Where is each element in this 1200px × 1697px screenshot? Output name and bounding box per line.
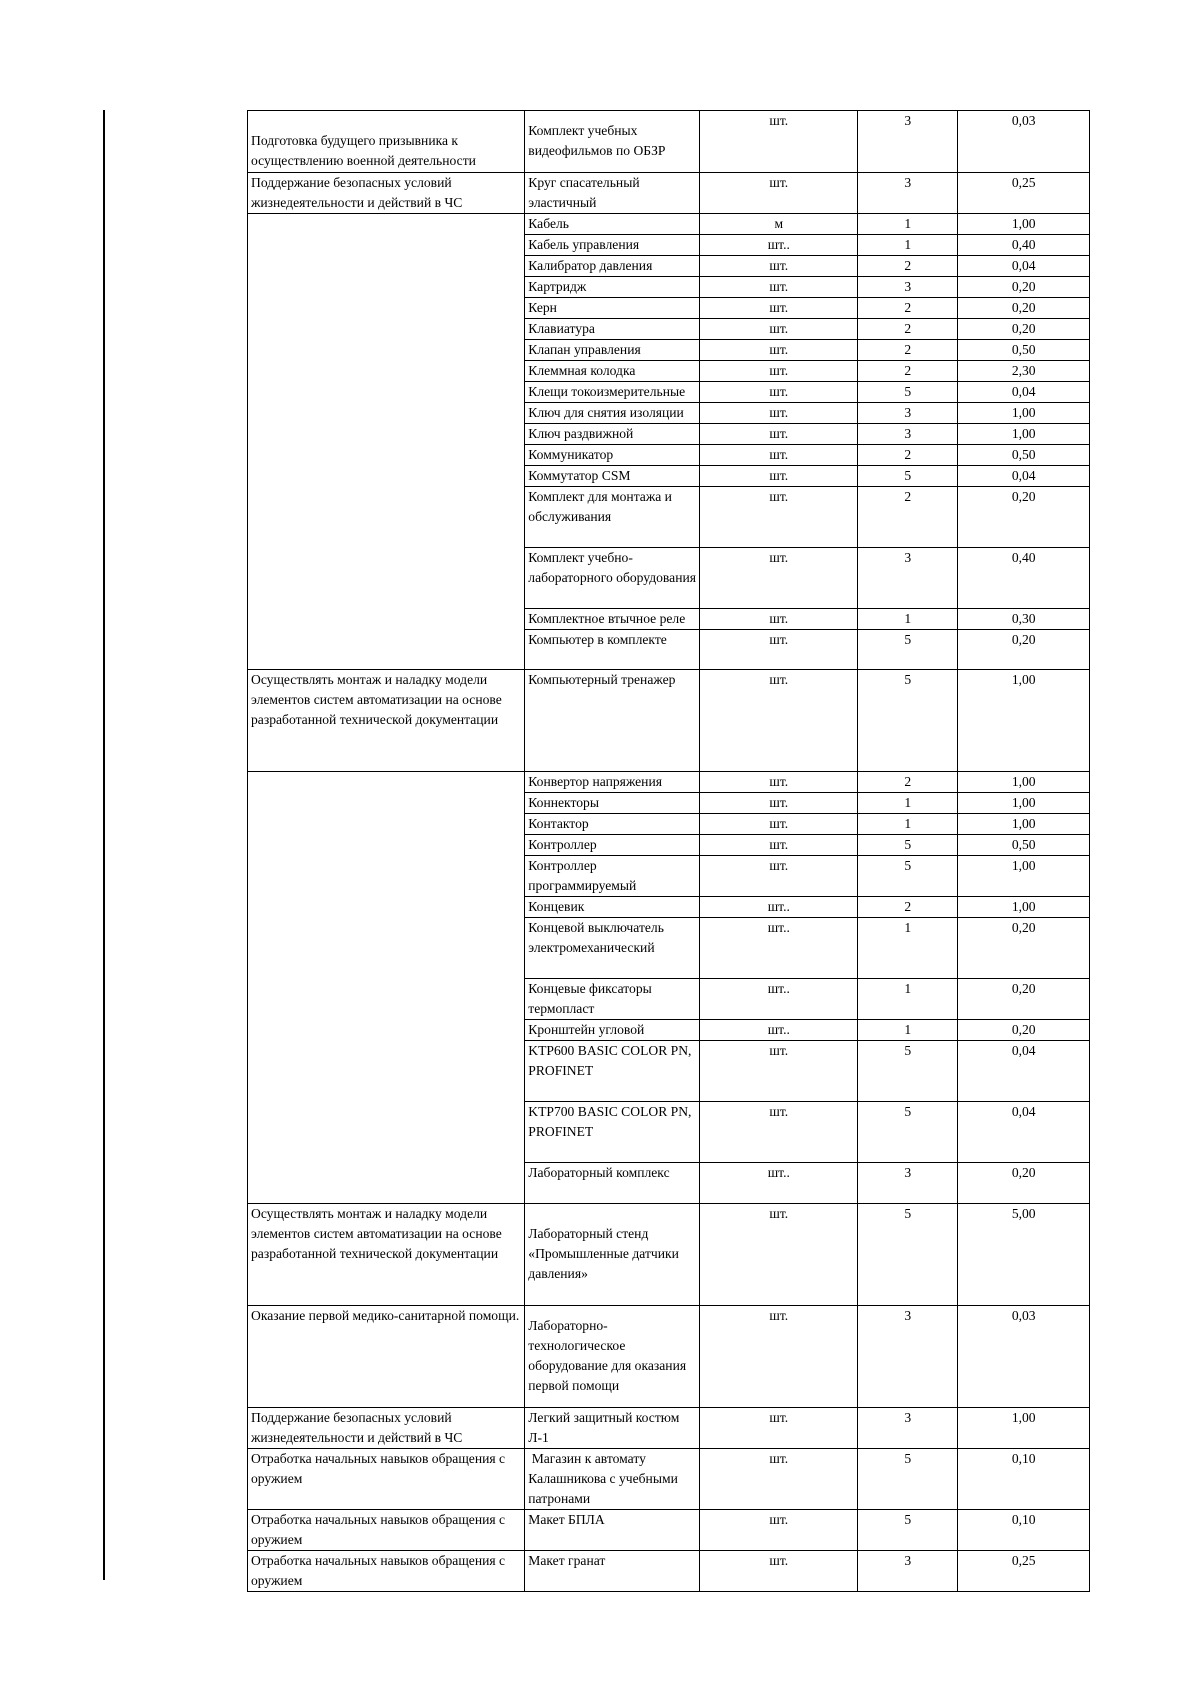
coef-cell: 0,25 [958, 1551, 1090, 1592]
unit-cell: м [700, 214, 858, 235]
unit-cell: шт. [700, 466, 858, 487]
qty-cell: 5 [858, 1102, 958, 1163]
item-cell: Лабораторный стенд «Промышленные датчики давления» [525, 1204, 700, 1306]
table-row [248, 214, 1090, 235]
coef-cell: 0,50 [958, 835, 1090, 856]
item-cell: Легкий защитный костюм Л-1 [525, 1408, 700, 1449]
item-cell: Керн [525, 298, 700, 319]
item-cell: Клещи токоизмерительные [525, 382, 700, 403]
qty-cell: 5 [858, 835, 958, 856]
unit-cell: шт. [700, 1449, 858, 1510]
unit-cell: шт. [700, 361, 858, 382]
qty-cell: 3 [858, 173, 958, 214]
equipment-table [247, 110, 1090, 1592]
table-row [248, 1449, 1090, 1510]
activity-cell: Поддержание безопасных условий жизнедеятельности и действий в ЧС [248, 1408, 525, 1449]
item-cell: Контактор [525, 814, 700, 835]
table-row [248, 1408, 1090, 1449]
item-cell: Концевые фиксаторы термопласт [525, 979, 700, 1020]
qty-cell: 3 [858, 403, 958, 424]
coef-cell: 1,00 [958, 897, 1090, 918]
unit-cell: шт. [700, 1408, 858, 1449]
item-cell: KTP600 BASIC COLOR PN, PROFINET [525, 1041, 700, 1102]
item-cell: Конвертор напряжения [525, 772, 700, 793]
unit-cell: шт. [700, 424, 858, 445]
qty-cell: 3 [858, 111, 958, 173]
item-cell: Коммутатор CSM [525, 466, 700, 487]
coef-cell: 0,20 [958, 918, 1090, 979]
coef-cell: 0,40 [958, 235, 1090, 256]
item-cell: Лабораторно-технологическое оборудование для оказания первой помощи [525, 1306, 700, 1408]
coef-cell: 0,03 [958, 1306, 1090, 1408]
item-cell: Комплектное втычное реле [525, 609, 700, 630]
unit-cell: шт. [700, 1041, 858, 1102]
unit-cell: шт. [700, 277, 858, 298]
qty-cell: 1 [858, 814, 958, 835]
qty-cell: 1 [858, 214, 958, 235]
item-cell: Ключ раздвижной [525, 424, 700, 445]
coef-cell: 0,30 [958, 609, 1090, 630]
coef-cell: 0,20 [958, 630, 1090, 670]
item-cell: Макет БПЛА [525, 1510, 700, 1551]
coef-cell: 0,04 [958, 1041, 1090, 1102]
table-row [248, 670, 1090, 772]
unit-cell: шт. [700, 856, 858, 897]
item-cell: Контроллер программируемый [525, 856, 700, 897]
unit-cell: шт. [700, 772, 858, 793]
table-row [248, 1510, 1090, 1551]
item-cell: Клеммная колодка [525, 361, 700, 382]
activity-cell [248, 214, 525, 670]
coef-cell: 0,20 [958, 277, 1090, 298]
coef-cell: 0,25 [958, 173, 1090, 214]
qty-cell: 5 [858, 1510, 958, 1551]
qty-cell: 3 [858, 1306, 958, 1408]
coef-cell: 0,04 [958, 466, 1090, 487]
item-cell: Комплект для монтажа и обслуживания [525, 487, 700, 548]
unit-cell: шт. [700, 670, 858, 772]
activity-cell: Отработка начальных навыков обращения с оружием [248, 1551, 525, 1592]
item-cell: KTP700 BASIC COLOR PN, PROFINET [525, 1102, 700, 1163]
table-row [248, 772, 1090, 793]
qty-cell: 1 [858, 235, 958, 256]
qty-cell: 1 [858, 979, 958, 1020]
qty-cell: 5 [858, 1204, 958, 1306]
activity-cell: Осуществлять монтаж и наладку модели элементов систем автоматизации на основе разработанной технической документации [248, 670, 525, 772]
qty-cell: 5 [858, 1041, 958, 1102]
item-cell: Калибратор давления [525, 256, 700, 277]
coef-cell: 1,00 [958, 856, 1090, 897]
unit-cell: шт. [700, 1306, 858, 1408]
coef-cell: 0,20 [958, 1020, 1090, 1041]
qty-cell: 3 [858, 424, 958, 445]
qty-cell: 3 [858, 1551, 958, 1592]
unit-cell: шт. [700, 1204, 858, 1306]
qty-cell: 2 [858, 256, 958, 277]
coef-cell: 2,30 [958, 361, 1090, 382]
table-row [248, 1204, 1090, 1306]
table-row [248, 173, 1090, 214]
item-cell: Кабель [525, 214, 700, 235]
unit-cell: шт. [700, 548, 858, 609]
coef-cell: 0,04 [958, 1102, 1090, 1163]
qty-cell: 2 [858, 340, 958, 361]
unit-cell: шт.. [700, 918, 858, 979]
activity-cell [248, 772, 525, 1204]
item-cell: Коннекторы [525, 793, 700, 814]
qty-cell: 3 [858, 1408, 958, 1449]
item-cell: Круг спасательный эластичный [525, 173, 700, 214]
unit-cell: шт.. [700, 1163, 858, 1204]
unit-cell: шт. [700, 111, 858, 173]
unit-cell: шт. [700, 630, 858, 670]
coef-cell: 0,20 [958, 487, 1090, 548]
unit-cell: шт.. [700, 235, 858, 256]
item-cell: Клавиатура [525, 319, 700, 340]
coef-cell: 0,10 [958, 1449, 1090, 1510]
qty-cell: 2 [858, 298, 958, 319]
qty-cell: 1 [858, 609, 958, 630]
unit-cell: шт.. [700, 897, 858, 918]
left-margin-line [103, 110, 105, 1580]
item-cell: Картридж [525, 277, 700, 298]
unit-cell: шт. [700, 1102, 858, 1163]
coef-cell: 0,20 [958, 979, 1090, 1020]
coef-cell: 0,10 [958, 1510, 1090, 1551]
coef-cell: 0,50 [958, 445, 1090, 466]
coef-cell: 0,20 [958, 298, 1090, 319]
coef-cell: 1,00 [958, 214, 1090, 235]
unit-cell: шт. [700, 256, 858, 277]
qty-cell: 1 [858, 793, 958, 814]
unit-cell: шт. [700, 814, 858, 835]
coef-cell: 1,00 [958, 424, 1090, 445]
activity-cell: Отработка начальных навыков обращения с оружием [248, 1510, 525, 1551]
unit-cell: шт. [700, 403, 858, 424]
item-cell: Компьютер в комплекте [525, 630, 700, 670]
item-cell: Макет гранат [525, 1551, 700, 1592]
qty-cell: 3 [858, 277, 958, 298]
item-cell: Ключ для снятия изоляции [525, 403, 700, 424]
unit-cell: шт. [700, 793, 858, 814]
qty-cell: 5 [858, 670, 958, 772]
activity-cell: Подготовка будущего призывника к осуществлению военной деятельности [248, 111, 525, 173]
item-cell: Кабель управления [525, 235, 700, 256]
qty-cell: 2 [858, 445, 958, 466]
qty-cell: 2 [858, 319, 958, 340]
coef-cell: 1,00 [958, 1408, 1090, 1449]
qty-cell: 2 [858, 361, 958, 382]
coef-cell: 0,20 [958, 319, 1090, 340]
unit-cell: шт. [700, 609, 858, 630]
coef-cell: 1,00 [958, 670, 1090, 772]
coef-cell: 0,50 [958, 340, 1090, 361]
unit-cell: шт. [700, 1551, 858, 1592]
item-cell: Контроллер [525, 835, 700, 856]
qty-cell: 2 [858, 772, 958, 793]
qty-cell: 2 [858, 897, 958, 918]
table-row [248, 111, 1090, 173]
unit-cell: шт. [700, 382, 858, 403]
unit-cell: шт.. [700, 1020, 858, 1041]
coef-cell: 1,00 [958, 403, 1090, 424]
coef-cell: 1,00 [958, 772, 1090, 793]
activity-cell: Оказание первой медико-санитарной помощи. [248, 1306, 525, 1408]
unit-cell: шт. [700, 340, 858, 361]
unit-cell: шт. [700, 445, 858, 466]
qty-cell: 2 [858, 487, 958, 548]
item-cell: Кронштейн угловой [525, 1020, 700, 1041]
unit-cell: шт. [700, 835, 858, 856]
item-cell: Коммуникатор [525, 445, 700, 466]
item-cell: Компьютерный тренажер [525, 670, 700, 772]
qty-cell: 3 [858, 548, 958, 609]
unit-cell: шт. [700, 298, 858, 319]
item-cell: Комплект учебных видеофильмов по ОБЗР [525, 111, 700, 173]
item-cell: Клапан управления [525, 340, 700, 361]
table-row [248, 1551, 1090, 1592]
activity-cell: Поддержание безопасных условий жизнедеятельности и действий в ЧС [248, 173, 525, 214]
coef-cell: 1,00 [958, 814, 1090, 835]
coef-cell: 0,04 [958, 382, 1090, 403]
coef-cell: 5,00 [958, 1204, 1090, 1306]
unit-cell: шт.. [700, 979, 858, 1020]
unit-cell: шт. [700, 173, 858, 214]
item-cell: Магазин к автомату Калашникова с учебными патронами [525, 1449, 700, 1510]
coef-cell: 0,40 [958, 548, 1090, 609]
qty-cell: 5 [858, 382, 958, 403]
activity-cell: Осуществлять монтаж и наладку модели элементов систем автоматизации на основе разработанной технической документации [248, 1204, 525, 1306]
coef-cell: 0,04 [958, 256, 1090, 277]
unit-cell: шт. [700, 319, 858, 340]
qty-cell: 1 [858, 1020, 958, 1041]
coef-cell: 0,03 [958, 111, 1090, 173]
item-cell: Концевик [525, 897, 700, 918]
activity-cell: Отработка начальных навыков обращения с оружием [248, 1449, 525, 1510]
item-cell: Лабораторный комплекс [525, 1163, 700, 1204]
item-cell: Комплект учебно-лабораторного оборудования [525, 548, 700, 609]
coef-cell: 0,20 [958, 1163, 1090, 1204]
unit-cell: шт. [700, 1510, 858, 1551]
qty-cell: 5 [858, 466, 958, 487]
table-row [248, 1306, 1090, 1408]
qty-cell: 5 [858, 630, 958, 670]
qty-cell: 1 [858, 918, 958, 979]
coef-cell: 1,00 [958, 793, 1090, 814]
item-cell: Концевой выключатель электромеханический [525, 918, 700, 979]
qty-cell: 5 [858, 1449, 958, 1510]
qty-cell: 3 [858, 1163, 958, 1204]
unit-cell: шт. [700, 487, 858, 548]
qty-cell: 5 [858, 856, 958, 897]
